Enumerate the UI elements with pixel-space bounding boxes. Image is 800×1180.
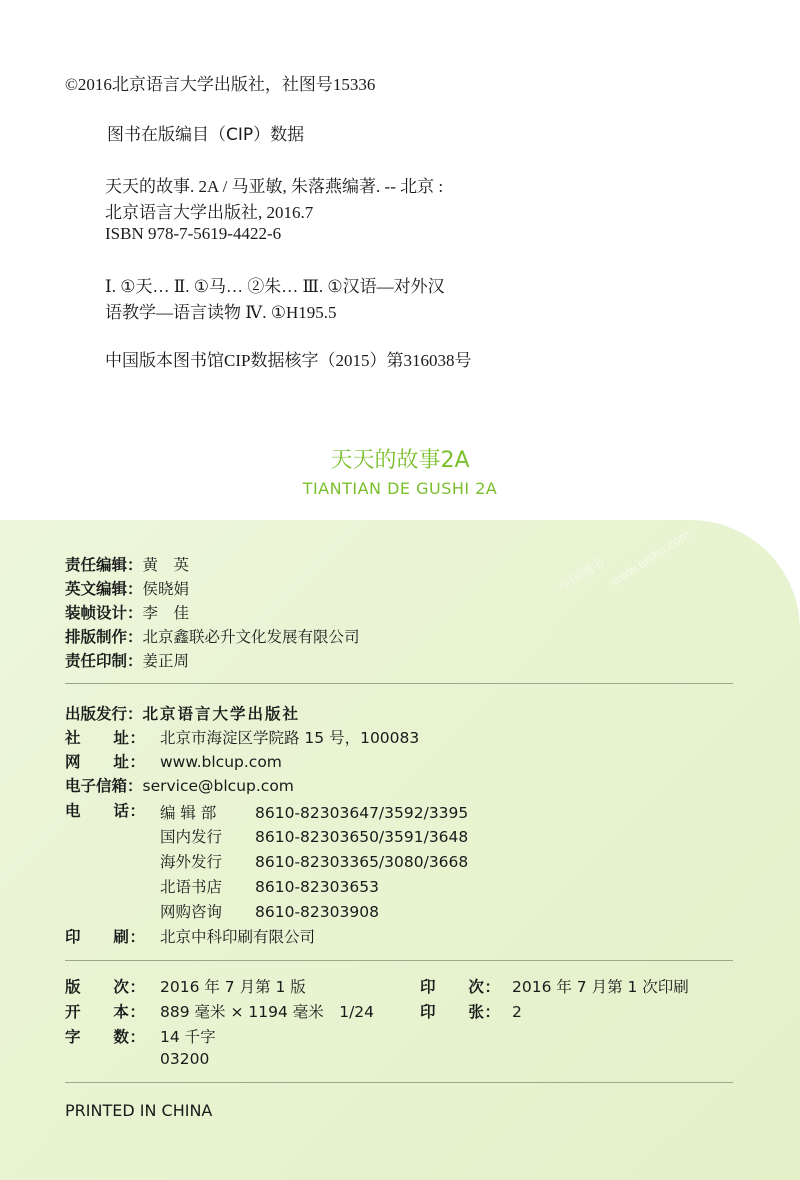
address-row bbox=[65, 726, 419, 748]
address-value: 北京市海淀区学院路 15 号，100083 bbox=[160, 729, 420, 747]
editor-value: 姜正周 bbox=[142, 652, 190, 670]
editor-label: 责任编辑： bbox=[65, 556, 143, 574]
edition-row bbox=[65, 975, 306, 997]
divider bbox=[65, 960, 733, 961]
format-label: 开 本： bbox=[65, 1003, 145, 1021]
sheets-value: 2 bbox=[512, 1003, 522, 1021]
price-code: 03200 bbox=[160, 1050, 210, 1068]
phone-dept: 北语书店 bbox=[160, 878, 223, 896]
phone-label: 电 话： bbox=[65, 802, 145, 820]
phone-dept: 海外发行 bbox=[160, 853, 223, 871]
editor-label: 装帧设计： bbox=[65, 604, 143, 622]
cip-line: 语教学—语言读物 Ⅳ. ①H195.5 bbox=[105, 303, 337, 322]
publisher-calligraphy-logo: 北京语言大学出版社 bbox=[142, 704, 301, 723]
editor-label: 排版制作： bbox=[65, 628, 143, 646]
phone-number: 8610-82303908 bbox=[255, 903, 379, 921]
website-value: www.blcup.com bbox=[160, 753, 282, 771]
word-count-label: 字 数： bbox=[65, 1028, 145, 1046]
editor-row bbox=[65, 577, 189, 599]
printing-value: 2016 年 7 月第 1 次印刷 bbox=[512, 978, 689, 996]
printer-value: 北京中科印刷有限公司 bbox=[160, 928, 316, 946]
cip-heading: 图书在版编目（CIP）数据 bbox=[107, 125, 305, 145]
phone-dept: 编 辑 部 bbox=[160, 804, 217, 822]
phone-number: 8610-82303650/3591/3648 bbox=[255, 828, 469, 846]
watermark: www.tushu.com bbox=[608, 526, 693, 589]
edition-value: 2016 年 7 月第 1 版 bbox=[160, 978, 306, 996]
editor-value: 北京鑫联必升文化发展有限公司 bbox=[142, 628, 360, 646]
printing-row bbox=[420, 975, 689, 997]
editor-label: 英文编辑： bbox=[65, 580, 143, 598]
printer-label: 印 刷： bbox=[65, 928, 145, 946]
book-title-english: TIANTIAN DE GUSHI 2A bbox=[302, 479, 498, 498]
email-row bbox=[65, 774, 294, 796]
editor-row bbox=[65, 553, 189, 575]
phone-row bbox=[65, 799, 145, 821]
website-label: 网 址： bbox=[65, 753, 145, 771]
watermark: 中国图书 bbox=[555, 553, 608, 595]
cip-line: 天天的故事. 2A / 马亚敏, 朱落燕编著. -- 北京 : bbox=[105, 177, 444, 196]
cip-line: 中国版本图书馆CIP数据核字（2015）第316038号 bbox=[105, 351, 472, 370]
phone-dept: 网购咨询 bbox=[160, 903, 223, 921]
phone-number: 8610-82303653 bbox=[255, 878, 379, 896]
format-value: 889 毫米 × 1194 毫米 1/24 bbox=[160, 1003, 375, 1021]
book-title-chinese: 天天的故事2A bbox=[330, 448, 470, 473]
phone-dept: 国内发行 bbox=[160, 828, 223, 846]
publisher-label: 出版发行： bbox=[65, 705, 143, 723]
printed-in-china: PRINTED IN CHINA bbox=[65, 1101, 213, 1120]
editor-label: 责任印制： bbox=[65, 652, 143, 670]
publisher-row bbox=[65, 702, 300, 724]
editor-row bbox=[65, 625, 360, 647]
sheets-row bbox=[420, 1000, 522, 1022]
word-count-value: 14 千字 bbox=[160, 1028, 216, 1046]
divider bbox=[65, 1082, 733, 1083]
word-count-row bbox=[65, 1025, 216, 1047]
sheets-label: 印 张： bbox=[420, 1003, 500, 1021]
editor-value: 侯晓娟 bbox=[142, 580, 190, 598]
divider bbox=[65, 683, 733, 684]
editor-value: 李 佳 bbox=[142, 604, 190, 622]
printer-row bbox=[65, 925, 315, 947]
phone-entry bbox=[160, 801, 468, 823]
cip-line: 北京语言大学出版社, 2016.7 bbox=[105, 203, 314, 222]
cip-line: Ⅰ. ①天… Ⅱ. ①马… ②朱… Ⅲ. ①汉语—对外汉 bbox=[105, 277, 445, 296]
email-value: service@blcup.com bbox=[142, 777, 294, 795]
editor-value: 黄 英 bbox=[142, 556, 190, 574]
copyright-line: ©2016北京语言大学出版社，社图号15336 bbox=[65, 75, 376, 94]
editor-row bbox=[65, 649, 189, 671]
website-row bbox=[65, 750, 282, 772]
phone-entry bbox=[160, 850, 468, 872]
address-label: 社 址： bbox=[65, 729, 145, 747]
phone-entry bbox=[160, 875, 379, 897]
phone-number: 8610-82303365/3080/3668 bbox=[255, 853, 469, 871]
editor-row bbox=[65, 601, 189, 623]
printing-label: 印 次： bbox=[420, 978, 500, 996]
cip-line: ISBN 978-7-5619-4422-6 bbox=[105, 224, 282, 243]
edition-label: 版 次： bbox=[65, 978, 145, 996]
format-row bbox=[65, 1000, 374, 1022]
email-label: 电子信箱： bbox=[65, 777, 143, 795]
phone-entry bbox=[160, 825, 468, 847]
phone-number: 8610-82303647/3592/3395 bbox=[255, 804, 469, 822]
phone-entry bbox=[160, 900, 379, 922]
